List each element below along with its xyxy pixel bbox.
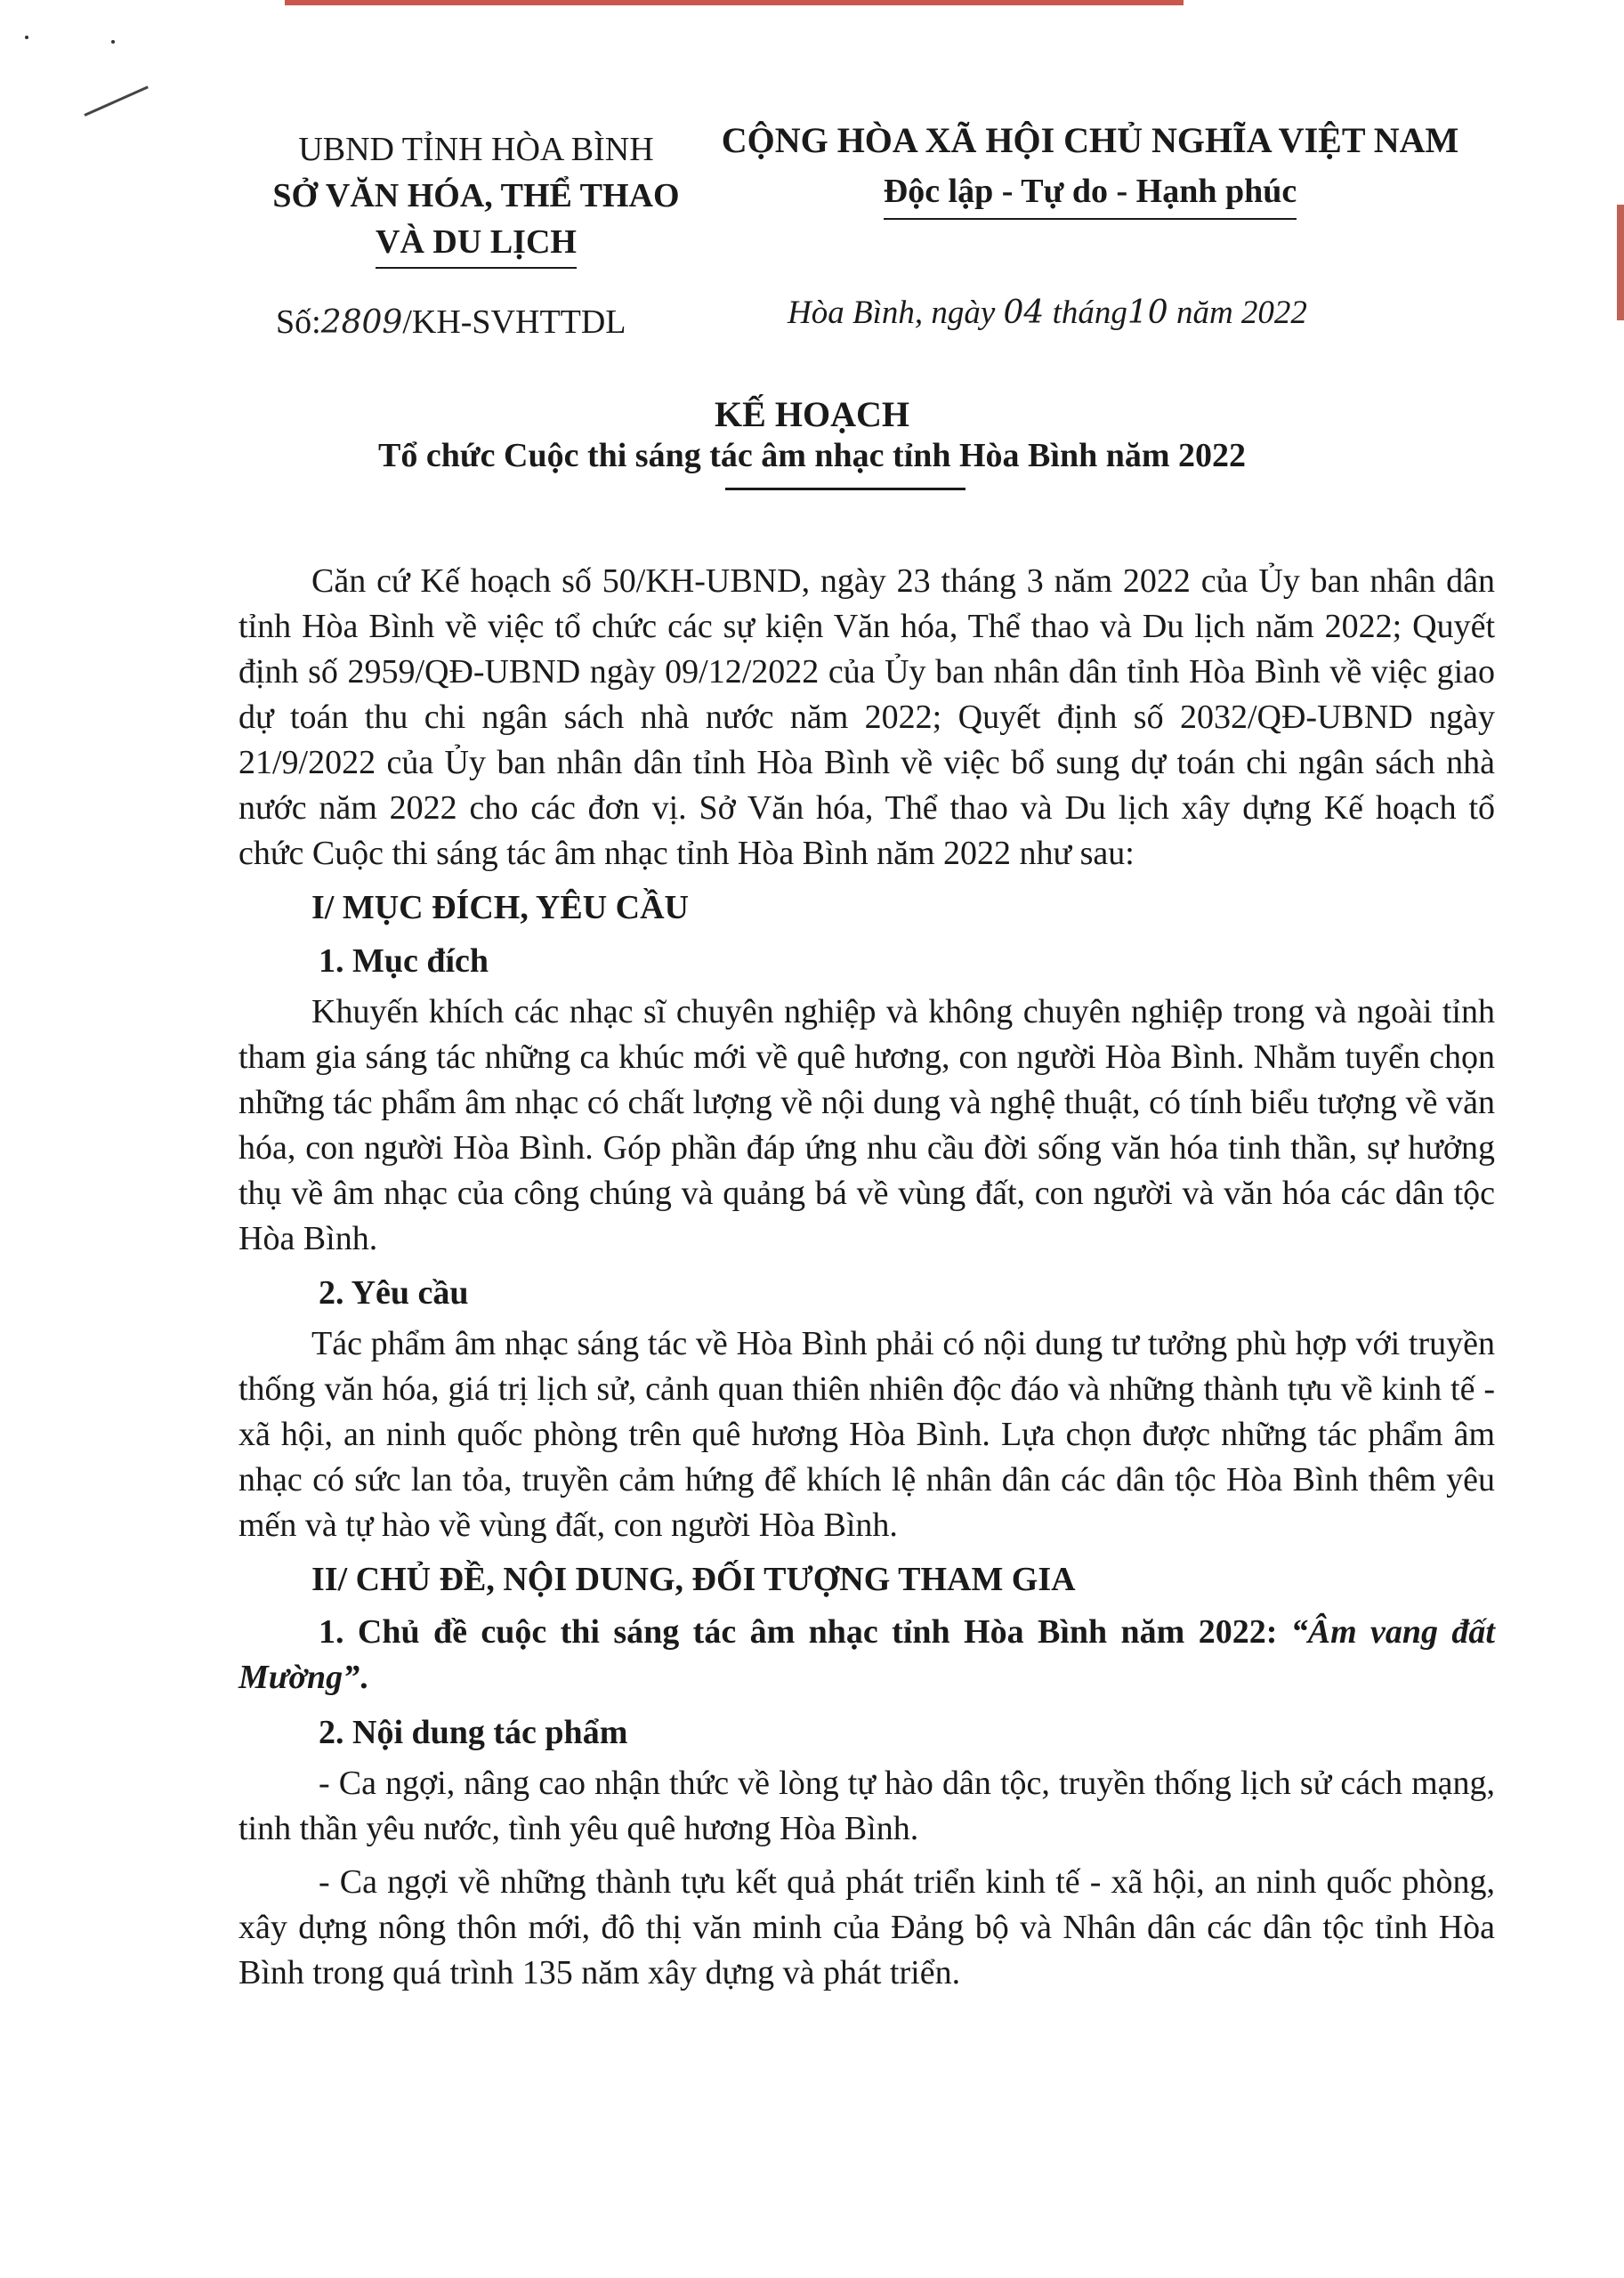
doc-number-prefix: Số: <box>276 303 321 341</box>
section-1-heading: I/ MỤC ĐÍCH, YÊU CẦU <box>311 889 689 926</box>
intro-paragraph: Căn cứ Kế hoạch số 50/KH-UBND, ngày 23 tháng 3 năm 2022 của Ủy ban nhân dân tỉnh Hòa Bình về việc tổ chức các sự kiện Văn hóa, Thể thao và Du lịch năm 2022; Quyết định số 2959/QĐ-UBND ngày 09/12/2022 của Ủy ban nhân dân tỉnh Hòa Bình về việc giao dự toán thu chi ngân sách nhà nước năm 2022; Quyết định số 2032/QĐ-UBND ngày 21/9/2022 của Ủy ban nhân dân tỉnh Hòa Bình về việc bổ sung dự toán chi ngân sách nhà nước năm 2022 cho các đơn vị. Sở Văn hóa, Thể thao và Du lịch xây dựng Kế hoạch tổ chức Cuộc thi sáng tác âm nhạc tỉnh Hòa Bình năm 2022 như sau: <box>238 562 1495 872</box>
agency-name: UBND TỈNH HÒA BÌNH <box>298 131 654 168</box>
section-1-1-heading: 1. Mục đích <box>319 942 489 980</box>
document-title: KẾ HOẠCH <box>715 394 909 434</box>
document-subtitle: Tổ chức Cuộc thi sáng tác âm nhạc tỉnh Hòa Bình năm 2022 <box>377 437 1247 474</box>
date-place-day-label: Hòa Bình, ngày <box>788 295 996 331</box>
subtitle-underline <box>725 488 966 490</box>
content-bullet-1: - Ca ngợi, nâng cao nhận thức về lòng tự hào dân tộc, truyền thống lịch sử cách mạng, tinh thần yêu nước, tình yêu quê hương Hòa Bình. <box>238 1765 1495 1847</box>
document-number <box>276 303 626 342</box>
department-name-line1: SỞ VĂN HÓA, THỂ THAO <box>272 177 680 214</box>
section-1-2-heading: 2. Yêu cầu <box>319 1274 469 1312</box>
section-1-1-paragraph: Khuyến khích các nhạc sĩ chuyên nghiệp và không chuyên nghiệp trong và ngoài tỉnh tham gia sáng tác những ca khúc mới về quê hương, con người Hòa Bình. Nhằm tuyển chọn những tác phẩm âm nhạc có chất lượng về nội dung và nghệ thuật, có tính biểu tượng về văn hóa, con người Hòa Bình. Góp phần đáp ứng nhu cầu đời sống văn hóa tinh thần, sự hưởng thụ về âm nhạc của công chúng và quảng bá về vùng đất, con người và văn hóa các dân tộc Hòa Bình. <box>238 993 1495 1257</box>
scan-speck <box>25 36 28 39</box>
country-name: CỘNG HÒA XÃ HỘI CHỦ NGHĨA VIỆT NAM <box>721 120 1459 160</box>
department-name-line2: VÀ DU LỊCH <box>376 219 577 269</box>
theme-end: . <box>360 1659 368 1696</box>
national-header-block <box>690 116 1491 220</box>
doc-number-suffix: /KH-SVHTTDL <box>402 303 626 341</box>
theme-label: 1. Chủ đề cuộc thi sáng tác âm nhạc tỉnh Hòa Bình năm 2022: <box>319 1613 1291 1651</box>
date-year: năm 2022 <box>1176 295 1307 331</box>
document-body <box>238 559 1495 2004</box>
date-month-label: tháng <box>1052 295 1127 331</box>
section-2-heading: II/ CHỦ ĐỀ, NỘI DUNG, ĐỐI TƯỢNG THAM GIA <box>311 1561 1076 1598</box>
scan-edge-mark <box>1617 205 1624 320</box>
scan-speck <box>111 40 115 44</box>
section-2-2-heading: 2. Nội dung tác phẩm <box>319 1714 628 1751</box>
section-1-2-paragraph: Tác phẩm âm nhạc sáng tác về Hòa Bình phải có nội dung tư tưởng phù hợp với truyền thống văn hóa, giá trị lịch sử, cảnh quan thiên nhiên độc đáo và những thành tựu về kinh tế - xã hội, an ninh quốc phòng trên quê hương Hòa Bình. Lựa chọn được những tác phẩm âm nhạc có sức lan tỏa, truyền cảm hứng để khích lệ nhân dân các dân tộc Hòa Bình thêm yêu mến và tự hào về vùng đất, con người Hòa Bình. <box>238 1325 1495 1544</box>
issuing-agency-block <box>240 126 712 269</box>
section-2-1-theme <box>238 1610 1495 1700</box>
theme-title: “Âm vang đất Mường” <box>238 1613 1495 1696</box>
content-bullet-2: - Ca ngợi về những thành tựu kết quả phát triển kinh tế - xã hội, an ninh quốc phòng, xây dựng nông thôn mới, đô thị văn minh của Đảng bộ và Nhân dân các dân tộc tỉnh Hòa Bình trong quá trình 135 năm xây dựng và phát triển. <box>238 1863 1495 1991</box>
national-motto: Độc lập - Tự do - Hạnh phúc <box>884 166 1297 220</box>
scan-edge-mark <box>285 0 1184 5</box>
doc-number-handwritten: 2809 <box>320 304 403 341</box>
date-month: 10 <box>1127 295 1168 331</box>
date-day: 04 <box>1003 295 1045 331</box>
document-date <box>788 294 1307 332</box>
pen-stroke <box>84 85 148 116</box>
